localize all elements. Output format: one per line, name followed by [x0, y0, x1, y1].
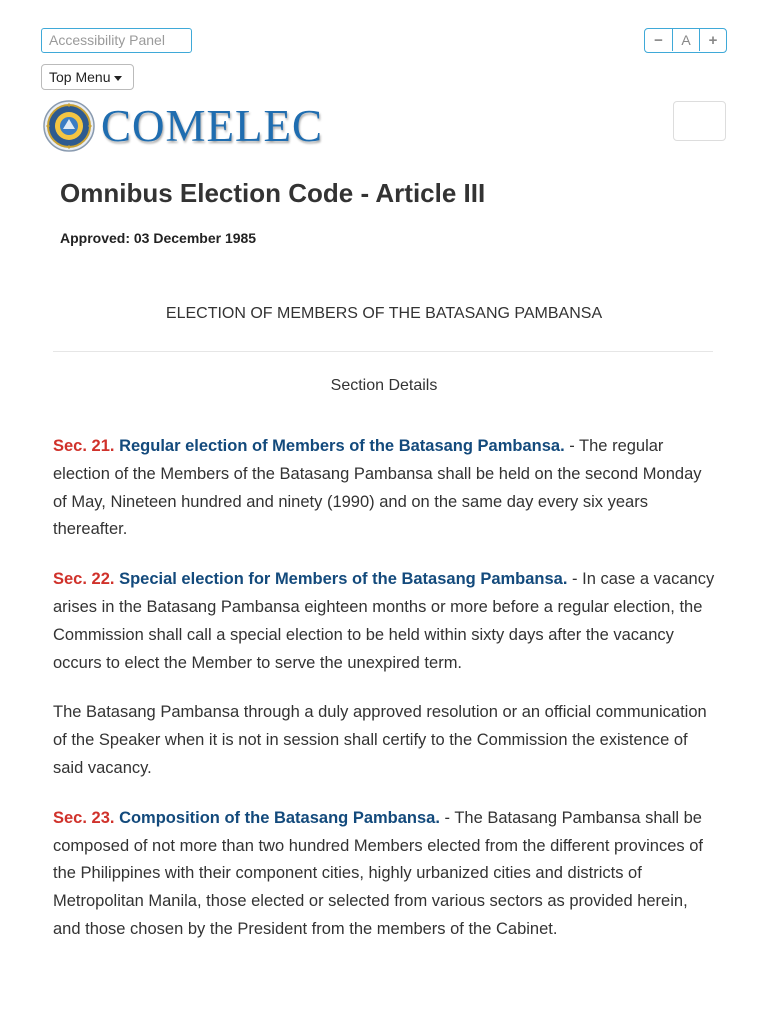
- increase-font-button[interactable]: +: [699, 29, 726, 51]
- section-text: - The regular election of the Members of the Batasang Pambansa shall be held on the second Monday of May, Nineteen hundred and ninety (1990) and on the same day every six years thereafter.: [53, 437, 702, 539]
- top-menu-dropdown[interactable]: [41, 64, 134, 90]
- section-paragraph: [53, 433, 718, 544]
- top-menu-label: Top Menu: [49, 69, 111, 85]
- article-content: [53, 433, 718, 966]
- section-number: Sec. 21.: [53, 437, 115, 455]
- reset-font-button[interactable]: A: [672, 29, 699, 51]
- logo-text: COMELEC: [101, 101, 324, 151]
- section-paragraph: [53, 805, 718, 944]
- divider: [53, 351, 713, 352]
- decrease-font-button[interactable]: −: [654, 31, 663, 49]
- section-number: Sec. 23.: [53, 808, 115, 827]
- section-text: - In case a vacancy arises in the Batasang Pambansa eighteen months or more before a regular election, the Commission shall call a special election to be held within sixty days after the vacancy occurs to elect the Member to serve the unexpired term.: [53, 570, 715, 672]
- plain-paragraph: The Batasang Pambansa through a duly approved resolution or an official communication of the Speaker when it is not in session shall certify to the Commission the existence of said vacancy.: [53, 703, 707, 777]
- approved-date: Approved: 03 December 1985: [60, 230, 257, 246]
- font-size-controls: [644, 28, 727, 53]
- section-title: Special election for Members of the Batasang Pambansa.: [119, 570, 568, 589]
- comelec-logo[interactable]: [43, 100, 323, 152]
- article-subtitle: ELECTION OF MEMBERS OF THE BATASANG PAMBANSA: [165, 305, 603, 322]
- section-text: - The Batasang Pambansa shall be composed of not more than two hundred Members elected from the different provinces of the Philippines with their component cities, highly urbanized cities and districts of Metropolitan Manila, those elected or selected from various sectors as provided herein, and those chosen by the President from the members of the Cabinet.: [53, 808, 703, 938]
- nav-toggle-button[interactable]: [673, 101, 726, 141]
- accessibility-panel-input[interactable]: Accessibility Panel: [41, 28, 192, 53]
- comelec-seal-icon: [43, 100, 95, 152]
- caret-down-icon: [114, 76, 122, 81]
- section-number: Sec. 22.: [53, 570, 115, 589]
- section-title: Composition of the Batasang Pambansa.: [119, 808, 440, 827]
- section-title: Regular election of Members of the Batasang Pambansa.: [119, 437, 565, 455]
- section-details-heading: Section Details: [330, 377, 438, 394]
- page-title: Omnibus Election Code - Article III: [60, 178, 486, 208]
- section-paragraph: [53, 566, 718, 677]
